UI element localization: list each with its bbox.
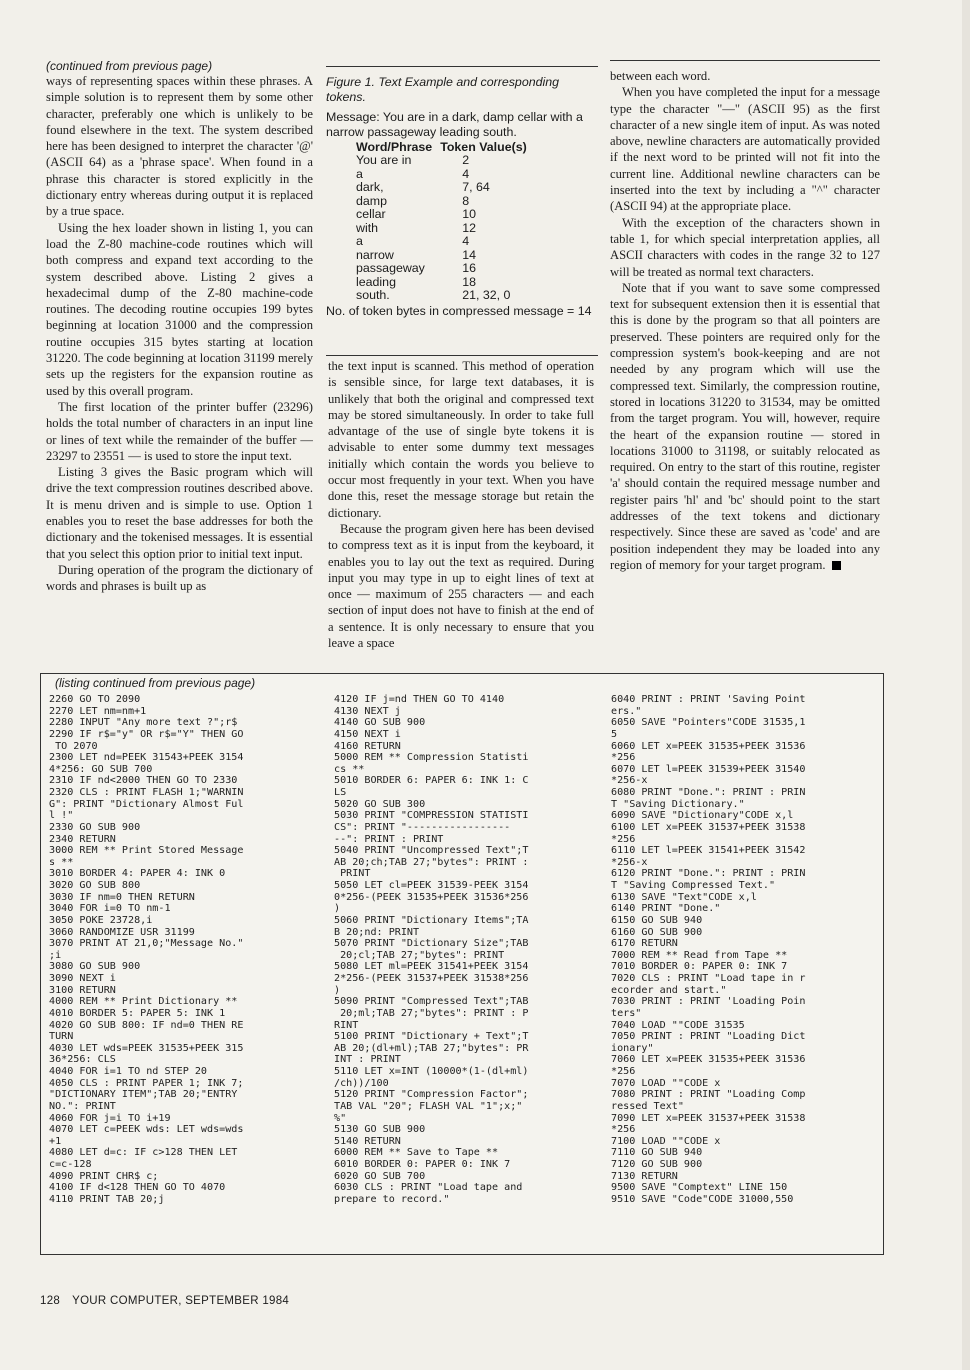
paragraph: between each word.: [610, 69, 711, 83]
continued-note: (continued from previous page): [46, 60, 213, 73]
code-line: B 20;nd: PRINT: [334, 926, 420, 938]
token-count: No. of token bytes in compressed message = 14: [326, 303, 592, 318]
paragraph: When you have completed the input for a message type the character "—" (ASCII 95) as the first character of a new single item of input. As was noted above, newline characters are automatically provided if the next word to be printed will not fit into the current line. Additional newline characters can be inserted into the text by including a "^" character (ASCII 94) at the appropriate place.: [610, 85, 880, 214]
paragraph: The first location of the printer buffer (23296) holds the total number of characters in an input line or lines of text while the remainder of the buffer — 23297 to 23551 — is used to store the input text.: [46, 399, 313, 463]
code-line: 5080 LET ml=PEEK 31541+PEEK 3154: [334, 961, 529, 973]
code-line: 2280 INPUT "Any more text ?";r$: [49, 717, 238, 729]
table-row: [356, 208, 527, 222]
code-line: 36*256: CLS: [49, 1054, 116, 1066]
code-line: 7050 PRINT : PRINT "Loading Dict: [611, 1031, 806, 1043]
code-line: 6150 GO SUB 940: [611, 914, 703, 926]
code-line: 6060 LET x=PEEK 31535+PEEK 31536: [611, 740, 806, 752]
code-line: 7060 LET x=PEEK 31535+PEEK 31536: [611, 1054, 806, 1066]
code-line: ecorder and start.": [611, 984, 727, 996]
code-line: PRINT: [334, 868, 371, 880]
token-cell: 18: [462, 274, 476, 289]
token-cell: 7, 64: [462, 180, 490, 194]
code-line: 6040 PRINT : PRINT 'Saving Point: [611, 694, 806, 705]
listing-3-box: [40, 673, 884, 1255]
code-line: prepare to record.": [334, 1193, 450, 1205]
word-cell: You are in: [356, 153, 412, 167]
column-header-word: Word/Phrase: [356, 140, 433, 154]
code-line: 5090 PRINT "Compressed Text";TAB: [334, 996, 529, 1008]
code-line: 3030 IF nm=0 THEN RETURN: [49, 891, 195, 903]
column-header-token: Token Value(s): [440, 140, 527, 154]
word-cell: leading: [356, 274, 396, 289]
code-line: 7080 PRINT : PRINT "Loading Comp: [611, 1089, 806, 1101]
code-line: c=c-128: [49, 1159, 92, 1170]
code-line: "DICTIONARY ITEM";TAB 20;"ENTRY: [49, 1089, 238, 1101]
code-line: 4*256: GO SUB 700: [49, 763, 153, 775]
code-line: 5050 LET cl=PEEK 31539-PEEK 3154: [334, 880, 529, 891]
code-line: 6000 REM ** Save to Tape **: [334, 1147, 499, 1159]
code-line: 2*256-(PEEK 31537+PEEK 31538*256: [334, 973, 529, 984]
word-cell: dark,: [356, 180, 384, 194]
code-line: 6020 GO SUB 700: [334, 1170, 426, 1182]
table-row: [356, 195, 527, 209]
code-line: *256: [611, 1124, 636, 1136]
code-line: 20;ml;TAB 27;"bytes": PRINT : P: [334, 1007, 529, 1019]
code-line: 2340 RETURN: [49, 833, 116, 845]
code-line: *256: [611, 752, 636, 764]
code-line: 4130 NEXT j: [334, 705, 401, 717]
table-row: [356, 154, 527, 168]
word-cell: passageway: [356, 261, 425, 275]
paragraph: With the exception of the characters shown in table 1, for which special interpretation applies, all ASCII characters with codes in the range 32 to 127 will be treated as normal text characters.: [610, 215, 880, 279]
paragraph: During operation of the program the dictionary of words and phrases is built up as: [46, 562, 313, 594]
code-line: 4030 LET wds=PEEK 31535+PEEK 315: [49, 1042, 244, 1054]
token-cell: 21, 32, 0: [462, 288, 511, 302]
code-line: ressed Text": [611, 1100, 684, 1112]
code-line: 4000 REM ** Print Dictionary **: [49, 996, 238, 1008]
code-line: 3020 GO SUB 800: [49, 880, 141, 891]
paragraph: Using the hex loader shown in listing 1, you can load the Z-80 machine-code routines which will both compress and expand text according to the system described above. Listing 2 gives a hexadecimal dump of the Z-80 machine-code routines. The decoding routine occupies 199 bytes beginning at location 31000 and the compression routine occupies 315 bytes starting at location 31220. The code beginning at location 31199 merely sets up the registers for the expansion routine as used by this overall program.: [46, 220, 313, 398]
code-line: +1: [49, 1135, 62, 1147]
code-line: 6130 SAVE "Text"CODE x,l: [611, 891, 757, 903]
code-line: 2300 LET nd=PEEK 31543+PEEK 3154: [49, 752, 244, 764]
code-line: 5100 PRINT "Dictionary + Text";T: [334, 1031, 529, 1043]
word-cell: cellar: [356, 207, 386, 221]
code-line: 6070 LET l=PEEK 31539+PEEK 31540: [611, 763, 806, 775]
code-column-3: [611, 694, 805, 1206]
code-line: l !": [49, 810, 74, 822]
code-line: 4100 IF d<128 THEN GO TO 4070: [49, 1182, 226, 1194]
word-cell: a: [356, 166, 363, 181]
token-cell: 4: [462, 234, 470, 248]
table-row: [356, 262, 527, 276]
code-line: AB 20;ch;TAB 27;"bytes": PRINT :: [334, 856, 529, 868]
code-line: G": PRINT "Dictionary Almost Ful: [49, 798, 244, 810]
code-line: 3050 POKE 23728,i: [49, 914, 153, 926]
code-line: 9500 SAVE "Comptext" LINE 150: [611, 1182, 788, 1194]
code-line: 6030 CLS : PRINT "Load tape and: [334, 1182, 523, 1194]
table-row: [356, 249, 527, 263]
code-line: 20;cl;TAB 27;"bytes": PRINT: [334, 949, 505, 961]
code-line: AB 20;(dl+ml);TAB 27;"bytes": PR: [334, 1042, 529, 1054]
code-line: 7040 LOAD ""CODE 31535: [611, 1019, 745, 1031]
table-row: [356, 289, 527, 303]
paragraph: Listing 3 gives the Basic program which will drive the text compression routines described above. It is menu driven and is simple to use. Option 1 enables you to reset the base addresses for both the dictionary and the tokenised messages. It is essential that you select this option prior to initial text input.: [46, 465, 313, 561]
code-line: 4110 PRINT TAB 20;j: [49, 1193, 165, 1205]
word-cell: damp: [356, 193, 387, 208]
code-line: 7070 LOAD ""CODE x: [611, 1077, 721, 1089]
code-line: 4120 IF j=nd THEN GO TO 4140: [334, 694, 505, 705]
word-cell: with: [356, 220, 379, 235]
code-line: 6170 RETURN: [611, 938, 678, 950]
code-line: 4150 NEXT i: [334, 728, 401, 740]
code-line: LS: [334, 787, 347, 798]
code-line: 5140 RETURN: [334, 1135, 401, 1147]
code-line: 5130 GO SUB 900: [334, 1124, 426, 1136]
code-line: ;i: [49, 949, 62, 961]
code-line: 3070 PRINT AT 21,0;"Message No.": [49, 938, 244, 950]
code-line: 3100 RETURN: [49, 984, 116, 996]
code-line: 5: [611, 728, 618, 740]
listing-header: (listing continued from previous page): [55, 676, 256, 690]
code-line: 7020 CLS : PRINT "Load tape in r: [611, 973, 806, 984]
code-line: 0*256-(PEEK 31535+PEEK 31536*256: [334, 891, 529, 903]
code-line: 3080 GO SUB 900: [49, 961, 141, 973]
code-line: 2270 LET nm=nm+1: [49, 705, 147, 717]
code-line: *256-x: [611, 775, 648, 787]
code-line: ters": [611, 1007, 642, 1019]
code-line: /ch))/100: [334, 1077, 389, 1089]
code-line: 4140 GO SUB 900: [334, 717, 426, 729]
word-cell: south.: [356, 288, 390, 302]
code-line: cs **: [334, 763, 365, 775]
code-line: 4080 LET d=c: IF c>128 THEN LET: [49, 1147, 238, 1159]
code-line: 5120 PRINT "Compression Factor";: [334, 1089, 529, 1101]
code-line: 5070 PRINT "Dictionary Size";TAB: [334, 938, 529, 950]
code-line: 2260 GO TO 2090: [49, 694, 141, 705]
code-line: ers.": [611, 705, 642, 717]
code-line: CS": PRINT "-----------------: [334, 821, 511, 833]
article-column-2: [328, 358, 594, 670]
code-line: 4010 BORDER 5: PAPER 5: INK 1: [49, 1007, 226, 1019]
token-cell: 2: [462, 153, 470, 167]
code-line: 6160 GO SUB 900: [611, 926, 703, 938]
token-table: [356, 140, 527, 303]
figure-title: Figure 1. Text Example and corresponding tokens.: [326, 75, 560, 104]
page-footer: [40, 1295, 289, 1307]
code-line: 4020 GO SUB 800: IF nd=0 THEN RE: [49, 1019, 244, 1031]
page-edge: [962, 0, 970, 1370]
code-line: 4060 FOR j=i TO i+19: [49, 1112, 171, 1124]
code-line: 7100 LOAD ""CODE x: [611, 1135, 721, 1147]
code-line: TAB VAL "20"; FLASH VAL "1";x;": [334, 1100, 523, 1112]
magazine-issue: YOUR COMPUTER, SEPTEMBER 1984: [72, 1295, 290, 1307]
code-line: 4050 CLS : PRINT PAPER 1; INK 7;: [49, 1077, 244, 1089]
code-line: 5010 BORDER 6: PAPER 6: INK 1: C: [334, 775, 529, 787]
code-line: 6120 PRINT "Done.": PRINT : PRIN: [611, 868, 806, 880]
code-line: 3000 REM ** Print Stored Message: [49, 845, 244, 857]
code-line: TO 2070: [49, 740, 98, 752]
code-line: 2290 IF r$="y" OR r$="Y" THEN GO: [49, 728, 244, 740]
code-line: 2310 IF nd<2000 THEN GO TO 2330: [49, 775, 238, 787]
code-line: 6100 LET x=PEEK 31537+PEEK 31538: [611, 821, 806, 833]
word-cell: a: [356, 234, 363, 248]
token-cell: 16: [462, 261, 476, 275]
code-line: *256: [611, 1066, 636, 1077]
table-header-row: [356, 140, 527, 154]
code-line: %": [334, 1112, 347, 1124]
code-line: s **: [49, 856, 74, 868]
code-line: 7000 REM ** Read from Tape **: [611, 949, 788, 961]
code-line: 2330 GO SUB 900: [49, 821, 141, 833]
code-line: RINT: [334, 1019, 359, 1031]
code-line: 7090 LET x=PEEK 31537+PEEK 31538: [611, 1112, 806, 1124]
code-line: *256: [611, 833, 636, 845]
code-line: ionary": [611, 1042, 654, 1054]
end-of-article-mark: [832, 561, 841, 570]
table-row: [356, 235, 527, 249]
table-row: [356, 168, 527, 182]
code-line: --": PRINT : PRINT: [334, 833, 444, 845]
paragraph: Because the program given here has been devised to compress text as it is input from the keyboard, it enables you to lay out the text as required. During input you may type in up to eight lines of text at once — maximum of 255 characters — and each section of input does not have to finish at the end of a sentence. It is only necessary to ensure that you leave a space: [328, 521, 594, 651]
code-column-2: [334, 694, 528, 1206]
code-line: 9510 SAVE "Code"CODE 31000,550: [611, 1193, 794, 1205]
paragraph: ways of representing spaces within these phrases. A simple solution is to represent them by some other character, preferably one which is unlikely to be found elsewhere in the text. The system described here has been designed to interpret the character '@' (ASCII 64) as a 'phrase space'. When found in a phrase this character is stored explicitly in the dictionary entry whereas during output it is replaced by a true space.: [46, 74, 313, 219]
code-line: 5060 PRINT "Dictionary Items";TA: [334, 914, 529, 926]
code-line: INT : PRINT: [334, 1054, 401, 1066]
code-line: NO.": PRINT: [49, 1100, 116, 1112]
token-cell: 14: [462, 247, 476, 262]
figure-1: [326, 66, 598, 356]
table-row: [356, 222, 527, 236]
code-line: 7130 RETURN: [611, 1170, 678, 1182]
code-line: 4040 FOR i=1 TO nd STEP 20: [49, 1066, 208, 1077]
code-line: 5000 REM ** Compression Statisti: [334, 752, 529, 764]
code-line: ): [334, 903, 341, 915]
code-line: 7110 GO SUB 940: [611, 1147, 703, 1159]
code-line: TURN: [49, 1031, 74, 1043]
code-line: 3090 NEXT i: [49, 973, 116, 984]
code-line: 7030 PRINT : PRINT 'Loading Poin: [611, 996, 806, 1008]
table-row: [356, 276, 527, 290]
code-line: 5040 PRINT "Uncompressed Text";T: [334, 845, 529, 857]
code-column-1: [49, 694, 243, 1206]
code-line: 6010 BORDER 0: PAPER 0: INK 7: [334, 1159, 511, 1170]
code-line: 5020 GO SUB 300: [334, 798, 426, 810]
code-line: 3010 BORDER 4: PAPER 4: INK 0: [49, 868, 226, 880]
code-line: 3040 FOR i=0 TO nm-1: [49, 903, 171, 915]
code-line: ): [334, 984, 341, 996]
code-line: 3060 RANDOMIZE USR 31199: [49, 926, 195, 938]
article-column-1: [46, 60, 313, 670]
paragraph: [610, 280, 880, 573]
table-row: [356, 181, 527, 195]
code-line: 6080 PRINT "Done.": PRINT : PRIN: [611, 787, 806, 798]
code-line: 4070 LET c=PEEK wds: LET wds=wds: [49, 1124, 244, 1136]
article-column-3: [610, 68, 880, 670]
code-line: T "Saving Compressed Text.": [611, 880, 776, 891]
paragraph-text: Note that if you want to save some compressed text for subsequent extension then it is essential that this is done by the program so that all pointers are preserved. These pointers are required only for the compression system's book-keeping and are not needed by any program which will use the compressed text. Similarly, the compression routine, stored in locations 31220 to 31534, may be omitted from the target program. You will, however, require the heart of the expansion routine — stored in locations 31000 to 31198, or suitably relocated as required. On entry to the start of this routine, register 'a' should contain the required message number and register pairs 'hl' and 'bc' should point to the start addresses of the text tokens and dictionary respectively. Since these are saved as 'code' and are position independent they may be loaded into any region of memory for your target program.: [610, 280, 880, 572]
code-line: 2320 CLS : PRINT FLASH 1;"WARNIN: [49, 787, 244, 798]
code-line: 7010 BORDER 0: PAPER 0: INK 7: [611, 961, 788, 973]
code-line: 6090 SAVE "Dictionary"CODE x,l: [611, 810, 794, 822]
word-cell: narrow: [356, 247, 394, 262]
code-line: 7120 GO SUB 900: [611, 1159, 703, 1170]
code-line: 4090 PRINT CHR$ c;: [49, 1170, 159, 1182]
paragraph: the text input is scanned. This method of operation is sensible since, for large text databases, it is unlikely that both the original and compressed text may be stored simultaneously. In order to take full advantage of the use of single byte tokens it is advisable to enter some dummy text messages initially which contain the words you believe to occur most frequently in your text. When you have done this, reset the message storage but retain the dictionary.: [328, 359, 594, 520]
code-line: 6050 SAVE "Pointers"CODE 31535,1: [611, 717, 806, 729]
token-cell: 12: [462, 220, 476, 235]
code-line: 5110 LET x=INT (10000*(1-(dl+ml): [334, 1066, 529, 1077]
column-rule: [610, 60, 880, 61]
code-line: 6110 LET l=PEEK 31541+PEEK 31542: [611, 845, 806, 857]
code-line: 4160 RETURN: [334, 740, 401, 752]
figure-message: Message: You are in a dark, damp cellar with a narrow passageway leading south.: [326, 110, 583, 139]
token-cell: 8: [462, 193, 470, 208]
code-line: 6140 PRINT "Done.": [611, 903, 721, 915]
token-cell: 4: [462, 166, 470, 181]
code-line: T "Saving Dictionary.": [611, 798, 745, 810]
token-cell: 10: [462, 207, 476, 221]
code-line: 5030 PRINT "COMPRESSION STATISTI: [334, 810, 529, 822]
page-number: 128: [40, 1295, 61, 1307]
code-line: *256-x: [611, 856, 648, 868]
